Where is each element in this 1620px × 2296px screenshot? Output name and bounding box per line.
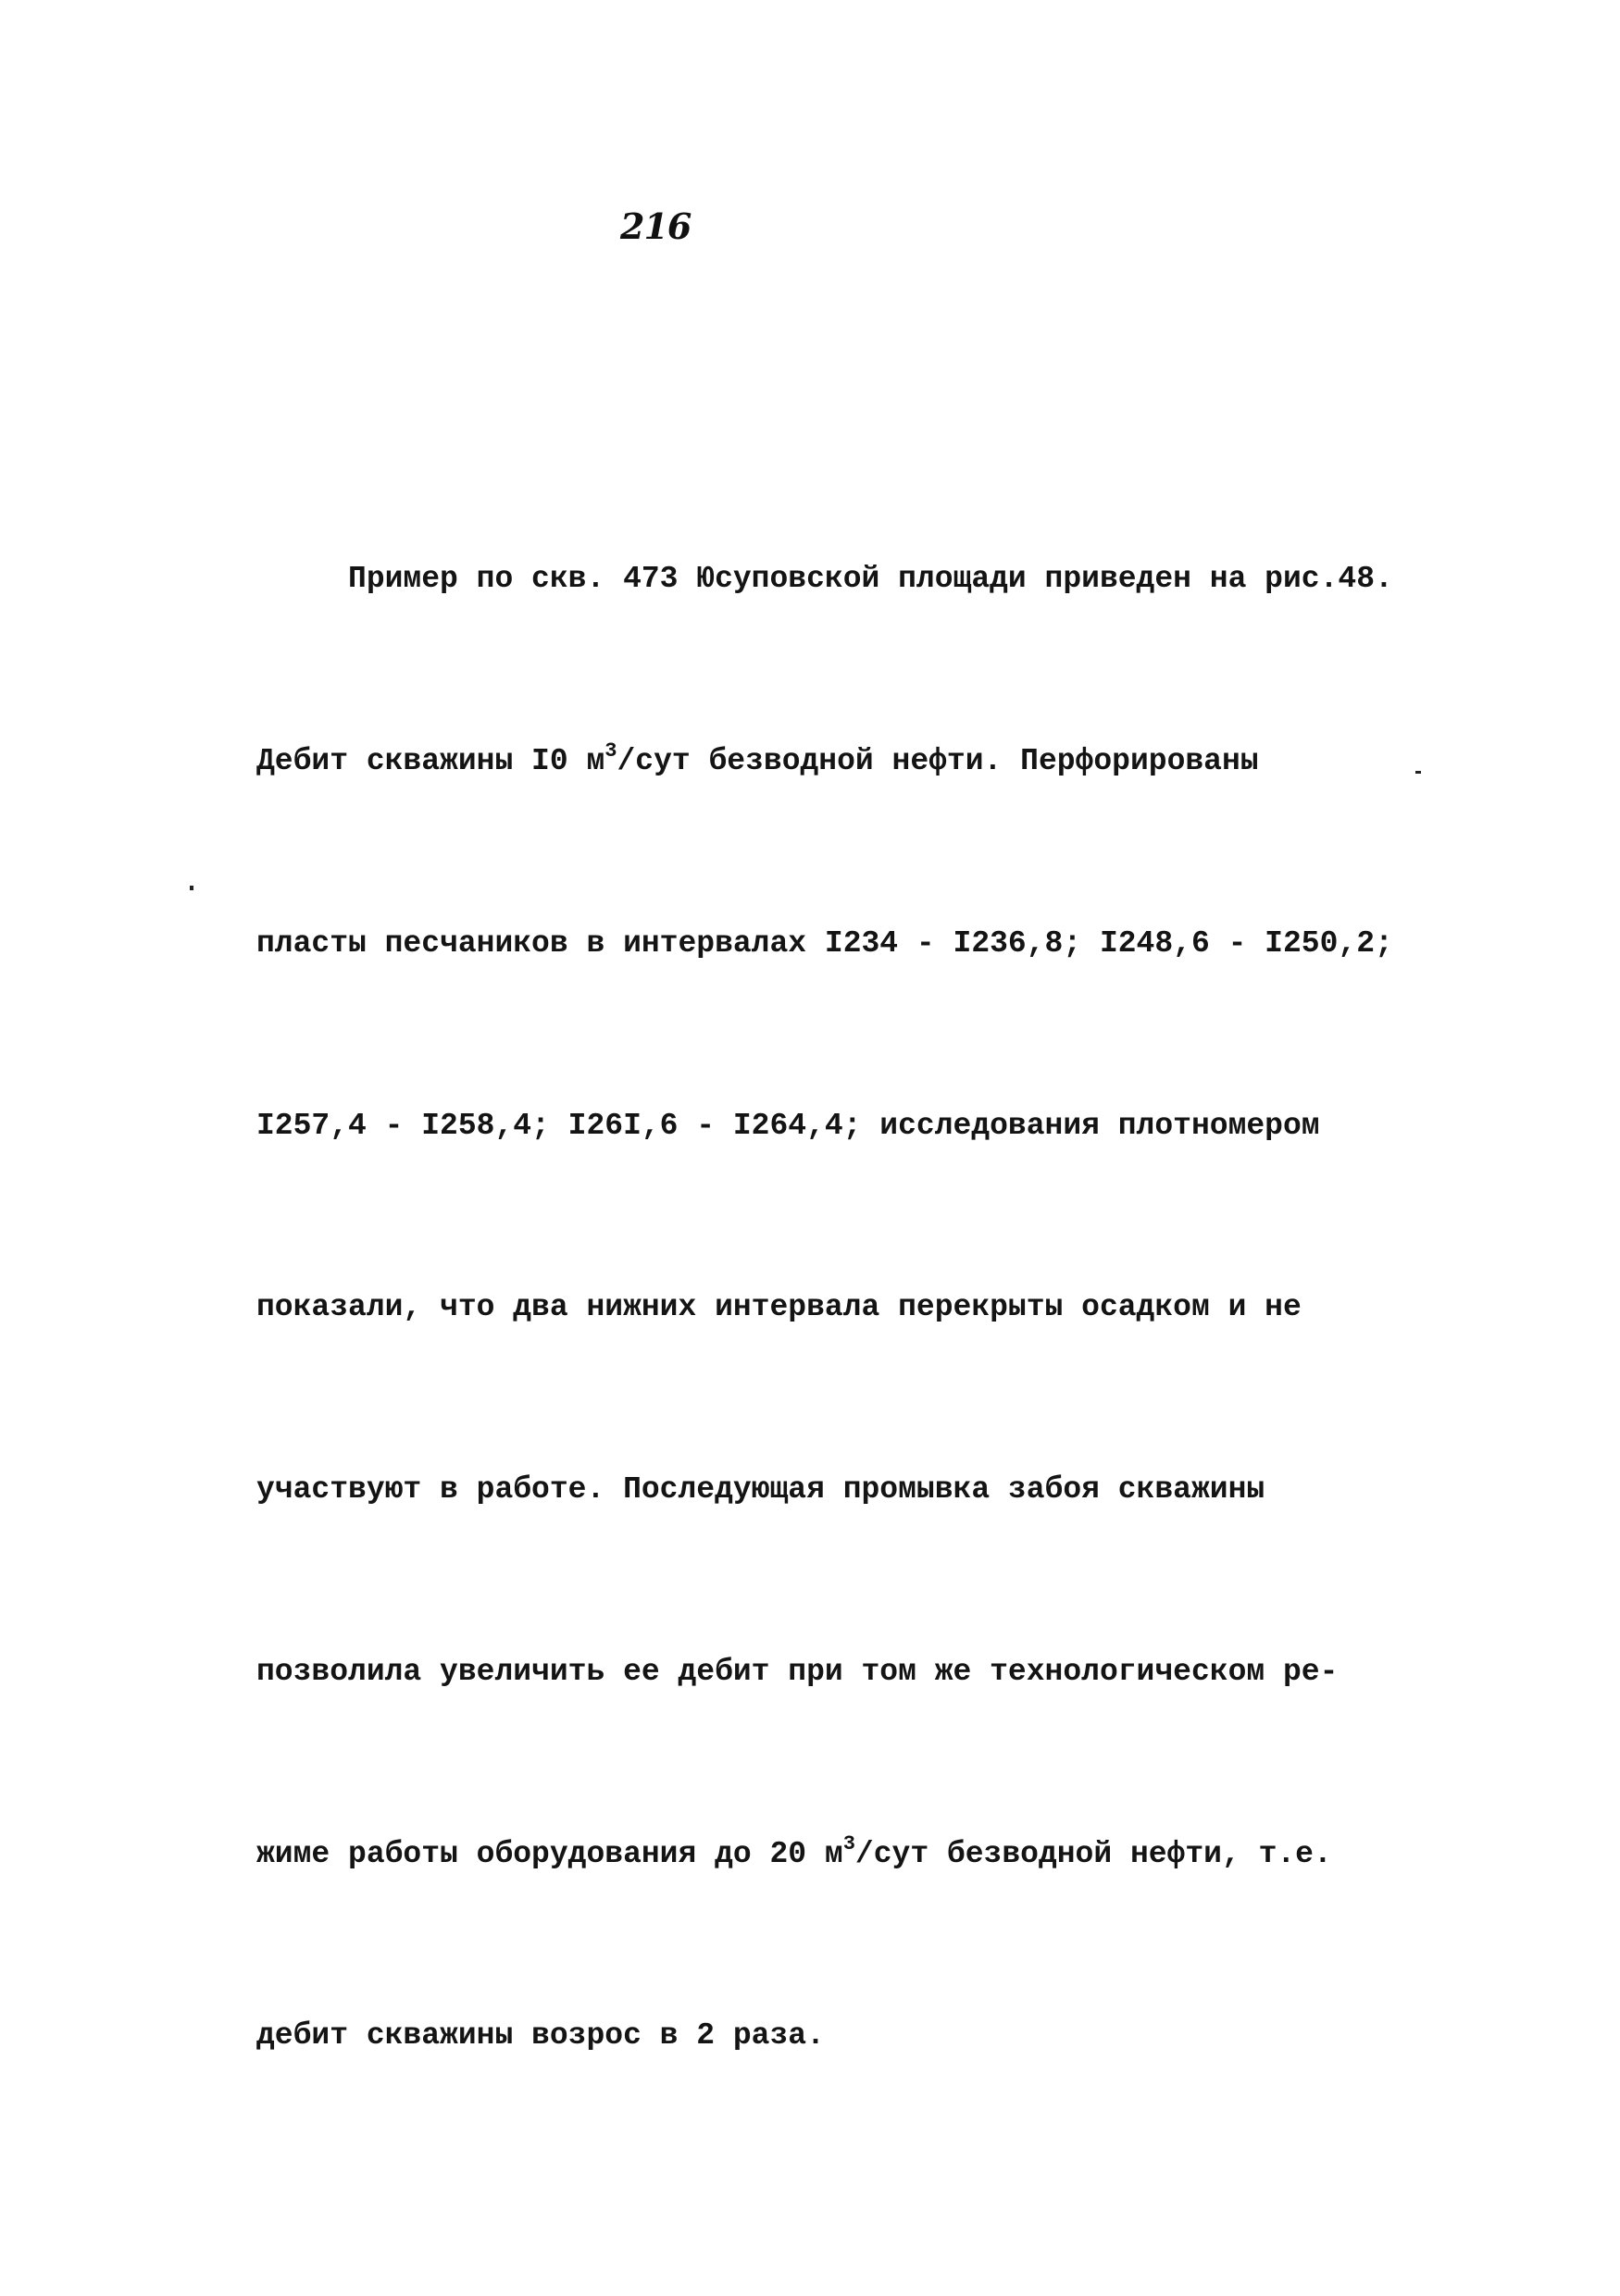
- text-line: показали, что два нижних интервала перекрыты осадком и не: [256, 1290, 1302, 1325]
- text-line: Дебит скважины I0 $м^3$/сут безводной нефти. Перфорированы: [256, 738, 1259, 778]
- text-line: дебит скважины возрос в 2 раза.: [256, 2018, 825, 2054]
- text-line: жиме работы оборудования до 20 $м^3$/сут безводной нефти, т.е.: [256, 1831, 1332, 1871]
- body-paragraph: [256, 428, 1460, 2128]
- text-line: пласты песчаников в интервалах I234 - I236,8; I248,6 - I250,2;: [256, 925, 1393, 961]
- text-line: участвуют в работе. Последующая промывка забоя скважины: [256, 1472, 1265, 1508]
- text-line: Пример по скв. 473 Юсуповской площади приведен на рис.48.: [256, 562, 1393, 597]
- superscript: 3: [842, 1831, 855, 1855]
- text-line: I257,4 - I258,4; I26I,6 - I264,4; исследования плотномером: [256, 1108, 1320, 1143]
- text-line: позволила увеличить ее дебит при том же технологическом ре-: [256, 1654, 1339, 1689]
- superscript: 3: [604, 738, 617, 763]
- scan-speck: [190, 886, 193, 890]
- page-number: 216: [620, 205, 692, 247]
- scan-speck: [1415, 771, 1421, 774]
